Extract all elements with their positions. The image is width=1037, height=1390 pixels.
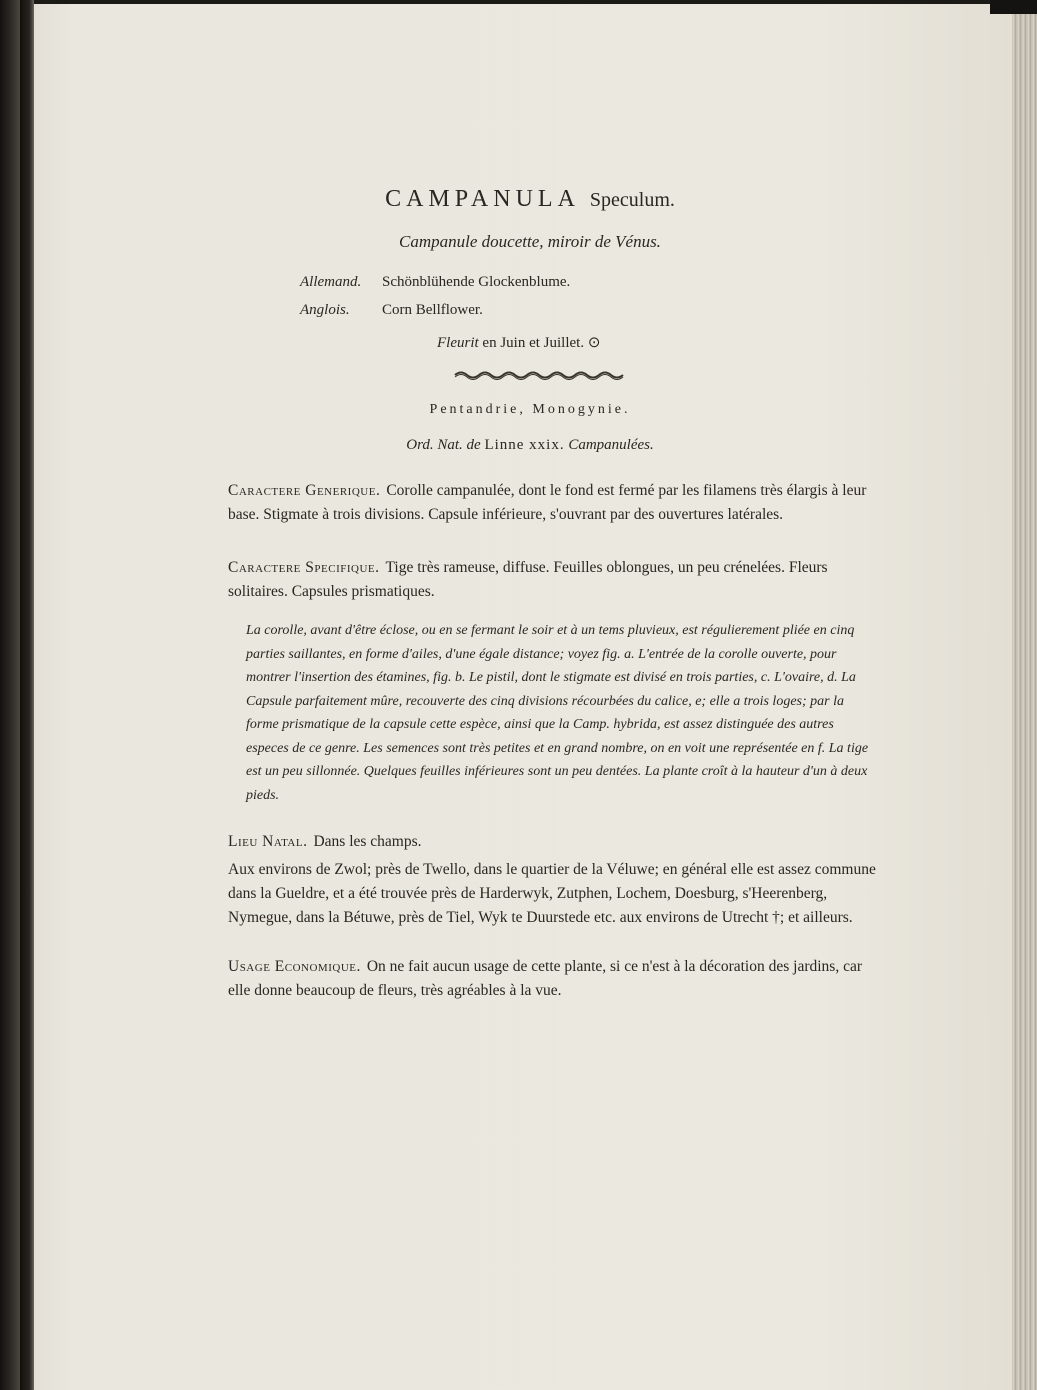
section-heading: Usage Economique. (228, 958, 361, 975)
generic-character (228, 479, 878, 527)
page-stack-edge (1012, 0, 1037, 1390)
specific-character (228, 556, 878, 604)
section-text: On ne fait aucun usage de cette plante, si ce n'est à la décoration des jardins, car elle donne beaucoup de fleurs, très agréables à la vue. (228, 958, 862, 999)
previous-page-edge (0, 0, 20, 1390)
linnaean-class: Pentandrie, Monogynie. (429, 402, 631, 417)
page-corner-shadow (990, 0, 1037, 14)
economic-use (228, 955, 878, 1003)
name-row-german (300, 274, 570, 291)
book-spine (20, 0, 34, 1390)
french-common-name: Campanule doucette, miroir de Vénus. (399, 232, 661, 251)
order-prefix: Ord. Nat. de (406, 437, 481, 453)
vernacular-name: Schönblühende Glockenblume. (382, 274, 571, 290)
description-paragraph: La corolle, avant d'être éclose, ou en se fermant le soir et à un tems pluvieux, est régulierement pliée en cinq parties saillantes, en forme d'ailes, d'une égale distance; voyez fig. a. L'entrée de la corolle ouverte, pour montrer l'insertion des étamines, fig. b. Le pistil, dont le stigmate est divisé en trois parties, c. L'ovaire, d. La Capsule parfaitement mûre, recouverte des cinq divisions récourbées du calice, e; elle a trois loges; par la forme prismatique de la capsule cette espèce, ainsi que la Camp. hybrida, est assez distinguée des autres especes de ce genre. Les semences sont très petites et en grand nombre, on en voit une représentée en f. La tige est un peu sillonnée. Quelques feuilles inférieures sont un peu dentées. La plante croît à la hauteur d'un à deux pieds. (246, 623, 869, 803)
order-family: Campanulées. (568, 437, 654, 453)
natural-order (240, 437, 820, 454)
title-genus: CAMPANULA (385, 186, 580, 212)
language-label: Anglois. (300, 302, 350, 318)
section-text: Dans les champs. (313, 833, 422, 850)
flowering-period (437, 333, 600, 352)
vernacular-name: Corn Bellflower. (382, 302, 483, 318)
section-heading: Caractere Specifique. (228, 559, 380, 576)
localities-paragraph: Aux environs de Zwol; près de Twello, dans le quartier de la Véluwe; en général elle est assez commune dans la Gueldre, et a été trouvée près de Harderwyk, Zutphen, Lochem, Doesburg, s'Heerenberg, Nymegue, dans la Bétuwe, près de Tiel, Wyk te Duurstede etc. aux environs de Utrecht †; et ailleurs. (228, 861, 876, 926)
page-title (230, 186, 830, 213)
language-label: Allemand. (300, 274, 362, 290)
section-heading: Lieu Natal. (228, 833, 308, 850)
name-row-english (300, 302, 483, 319)
order-name: Linne xxix. (484, 437, 565, 453)
ornamental-divider (453, 370, 625, 380)
section-text: Corolle campanulée, dont le fond est fermé par les filamens très élargis à leur base. Stigmate à trois divisions. Capsule inférieure, s'ouvrant par des ouvertures latérales. (228, 482, 867, 523)
flowering-label: Fleurit (437, 335, 479, 351)
native-habitat (228, 830, 878, 854)
section-heading: Caractere Generique. (228, 482, 381, 499)
flowering-text: en Juin et Juillet. (482, 335, 585, 351)
annual-symbol-icon: ⊙ (587, 335, 601, 351)
section-text: Tige très rameuse, diffuse. Feuilles oblongues, un peu crénelées. Fleurs solitaires. Capsules prismatiques. (228, 559, 828, 600)
title-species: Speculum. (589, 189, 675, 211)
